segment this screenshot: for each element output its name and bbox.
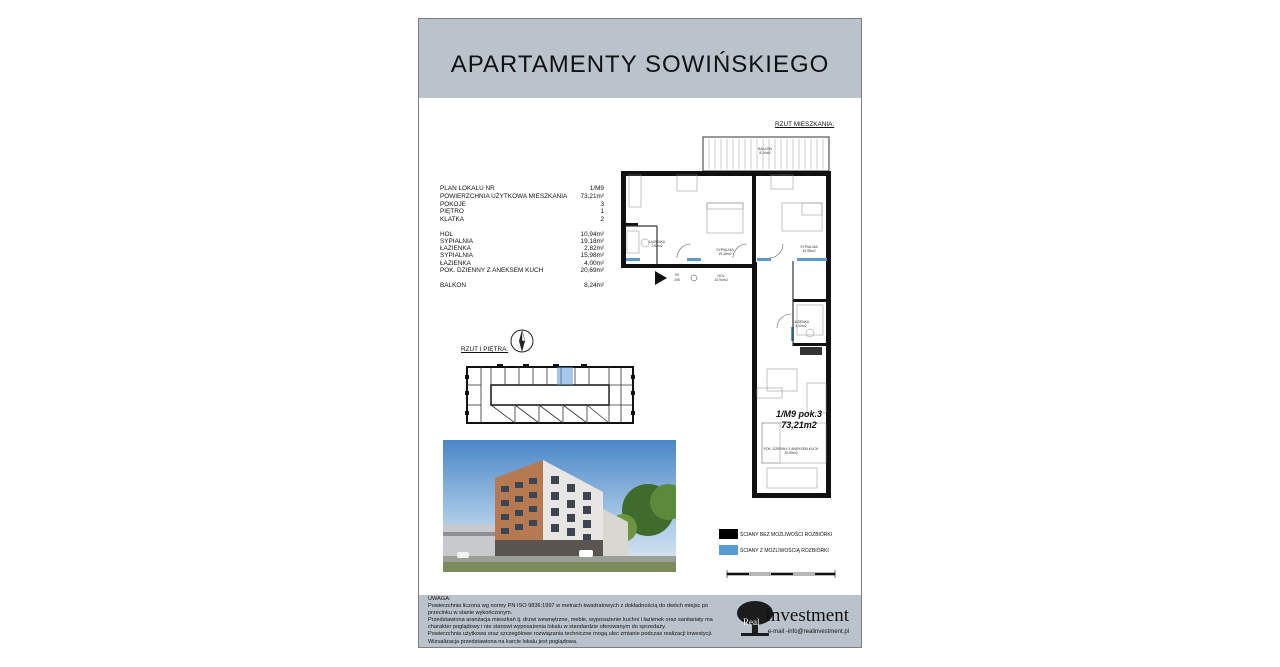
bedroom2-tag: SYPIALNIA [800, 245, 818, 249]
building-render [443, 440, 676, 572]
brand-left: Real [743, 617, 760, 627]
door-swings [677, 244, 791, 328]
legend-fixed-swatch [719, 529, 738, 539]
floor-plan [461, 361, 639, 429]
room-row: POK. DZIENNY Z ANEKSEM KUCH 20,69m² [440, 267, 604, 274]
unit-label: 1/M9 pok.3 [775, 409, 823, 419]
room-row: SYPIALNIA 15,98m² [440, 252, 604, 259]
plan-heading: RZUT MIESZKANIA: [775, 121, 835, 128]
compass-icon [509, 328, 535, 354]
bedroom1-tag: SYPIALNIA [716, 248, 734, 252]
bath1-area: 2,82m2 [651, 244, 663, 248]
property-card [418, 18, 862, 648]
disclaimer: UWAGA: Powierzchnia liczona wg normy PN ISO 9836:1997 w metrach kwadratowych z dokładnością do dwóch miejsc po przecinku w stanie wykończonym. Przedstawiona aranżacja mieszkań tj. drzwi wewnętrzne, meble, wyposażenie kuchni i łazienek oraz sanitariaty ma charakter poglądowy i nie stanowi wyposażenia lokalu w standardzie oferowanym do sprzedaży. Powierzchnia użytkowa oraz szczegółowe rozwiązania techniczne mogą ulec zmianie podczas realizacji inwestycji. Wizualizacja przedstawiona na karcie lokalu jest poglądowa. [428, 596, 713, 645]
hall-area: 10,94m2 [714, 278, 728, 282]
page-title: APARTAMENTY SOWIŃSKIEGO [450, 51, 830, 78]
spec-row: POKOJE 3 [440, 201, 604, 208]
room-row: ŁAZIENKA 2,82m² [440, 245, 604, 252]
footer-band [419, 595, 861, 647]
entrance-arrow [655, 271, 667, 285]
header-band [419, 19, 861, 98]
legend-removable-swatch [719, 545, 738, 555]
bedroom1-area: 19,18m2 [718, 252, 732, 256]
door-height: 205 [674, 278, 680, 282]
room-row: ŁAZIENKA 4,00m² [440, 260, 604, 267]
spec-row: PIĘTRO 1 [440, 208, 604, 215]
door-mark [691, 275, 697, 281]
living-tag: POK. DZIENNY Z ANEKSEM KUCH [763, 447, 819, 451]
room-row: SYPIALNIA 19,18m² [440, 238, 604, 245]
bath1-tag: ŁAZIENKA [648, 240, 666, 244]
bedroom2-area: 15,98m2 [802, 249, 816, 253]
hall-tag: HOL [717, 274, 725, 278]
spec-row: POWIERZCHNIA UŻYTKOWA MIESZKANIA 73,21m² [440, 193, 604, 200]
balcony-row: BALKON 8,24m² [440, 282, 604, 289]
floor-plan-heading: RZUT I PIĘTRA: [461, 346, 509, 353]
bath2-tag: ŁAZIENKA [792, 320, 810, 324]
living-area: 20,69m2 [784, 451, 798, 455]
brand-name: Investment [764, 605, 849, 626]
unit-area: 73,21m2 [781, 420, 817, 430]
room-row: HOL 10,94m² [440, 231, 604, 238]
balcony-area-tag: 8,24m2 [759, 151, 771, 155]
spec-row: PLAN LOKALU NR 1/M9 [440, 185, 604, 192]
door-width: 90 [675, 273, 679, 277]
legend-removable-text: ŚCIANY Z MOŻLIWOŚCIĄ ROZBIÓRKI [740, 548, 829, 554]
balcony-tag: BALKON [758, 147, 772, 151]
spec-row: KLATKA 2 [440, 216, 604, 223]
bath2-area: 4,00m2 [795, 324, 807, 328]
brand-contact: e-mail -info@realinvestment.pl [767, 629, 849, 635]
scale-bar [725, 570, 837, 578]
legend-fixed-text: ŚCIANY BEZ MOŻLIWOŚCI ROZBIÓRKI [740, 532, 833, 538]
